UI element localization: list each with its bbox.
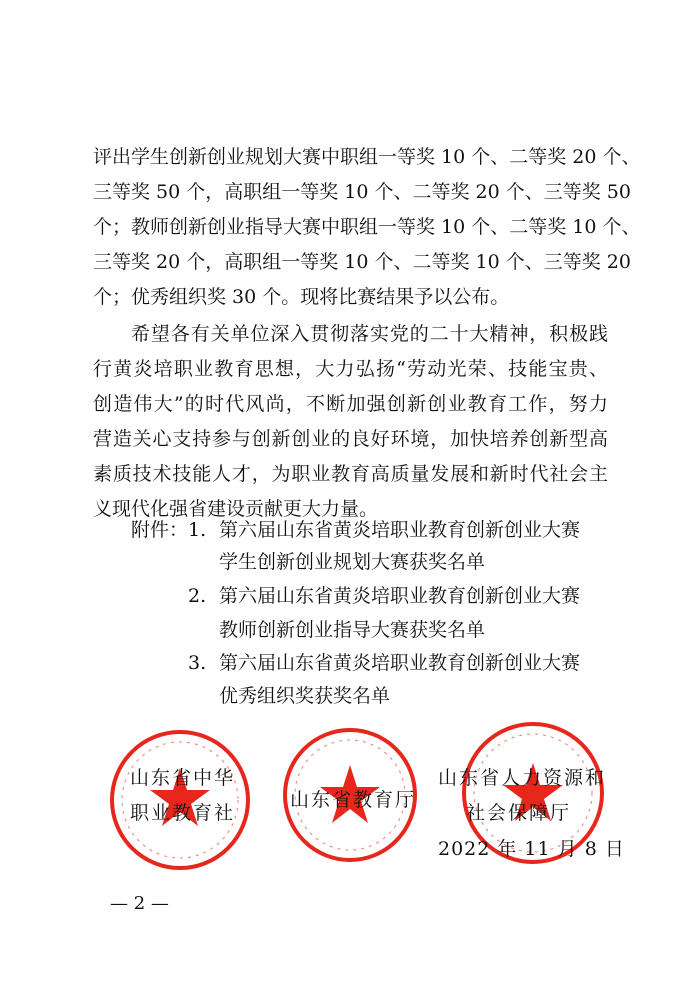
text-line: 创造伟大”的时代风尚，不断加强创新创业教育工作，努力 [93,393,608,415]
attachment-number: 1. [188,519,207,541]
text-line: 希望各有关单位深入贯彻落实党的二十大精神，积极践 [131,323,608,345]
attachment-title: 优秀组织奖获奖名单 [219,685,391,707]
text-line: 个；教师创新创业指导大赛中职组一等奖 10 个、二等奖 10 个、 [93,216,641,238]
attachment-number: 3. [188,652,207,674]
attachment-title: 教师创新创业指导大赛获奖名单 [219,619,486,641]
signature-org: 职业教育社 [130,802,236,824]
text-line: 义现代化强省建设贡献更大力量。 [93,498,379,520]
text-line: 三等奖 50 个，高职组一等奖 10 个、二等奖 20 个、三等奖 50 [93,181,631,203]
text-line: 评出学生创新创业规划大赛中职组一等奖 10 个、二等奖 20 个、 [93,146,641,168]
text-line: 营造关心支持参与创新创业的良好环境，加快培养创新型高 [93,428,608,450]
attachment-title: 学生创新创业规划大赛获奖名单 [219,551,486,573]
attachment-title: 第六届山东省黄炎培职业教育创新创业大赛 [219,652,581,674]
text-line: 素质技术技能人才，为职业教育高质量发展和新时代社会主 [93,463,608,485]
signature-org: 山东省中华 [130,767,236,789]
signature-org: 山东省人力资源和 [438,767,607,789]
attachments-label: 附件： [131,519,189,541]
signature-org: 山东省教育厅 [290,789,417,811]
seal-stamp-1 [105,725,255,875]
text-line: 个；优秀组织奖 30 个。现将比赛结果予以公布。 [93,286,510,308]
text-line: 三等奖 20 个，高职组一等奖 10 个、二等奖 10 个、三等奖 20 [93,251,631,273]
page-number: — 2 — [110,893,169,914]
text-line: 行黄炎培职业教育思想，大力弘扬“劳动光荣、技能宝贵、 [93,358,608,380]
date: 2022 年 11 月 8 日 [438,838,625,860]
attachment-title: 第六届山东省黄炎培职业教育创新创业大赛 [219,519,581,541]
attachment-title: 第六届山东省黄炎培职业教育创新创业大赛 [219,585,581,607]
attachment-number: 2. [188,585,207,607]
signature-org: 社会保障厅 [466,802,572,824]
